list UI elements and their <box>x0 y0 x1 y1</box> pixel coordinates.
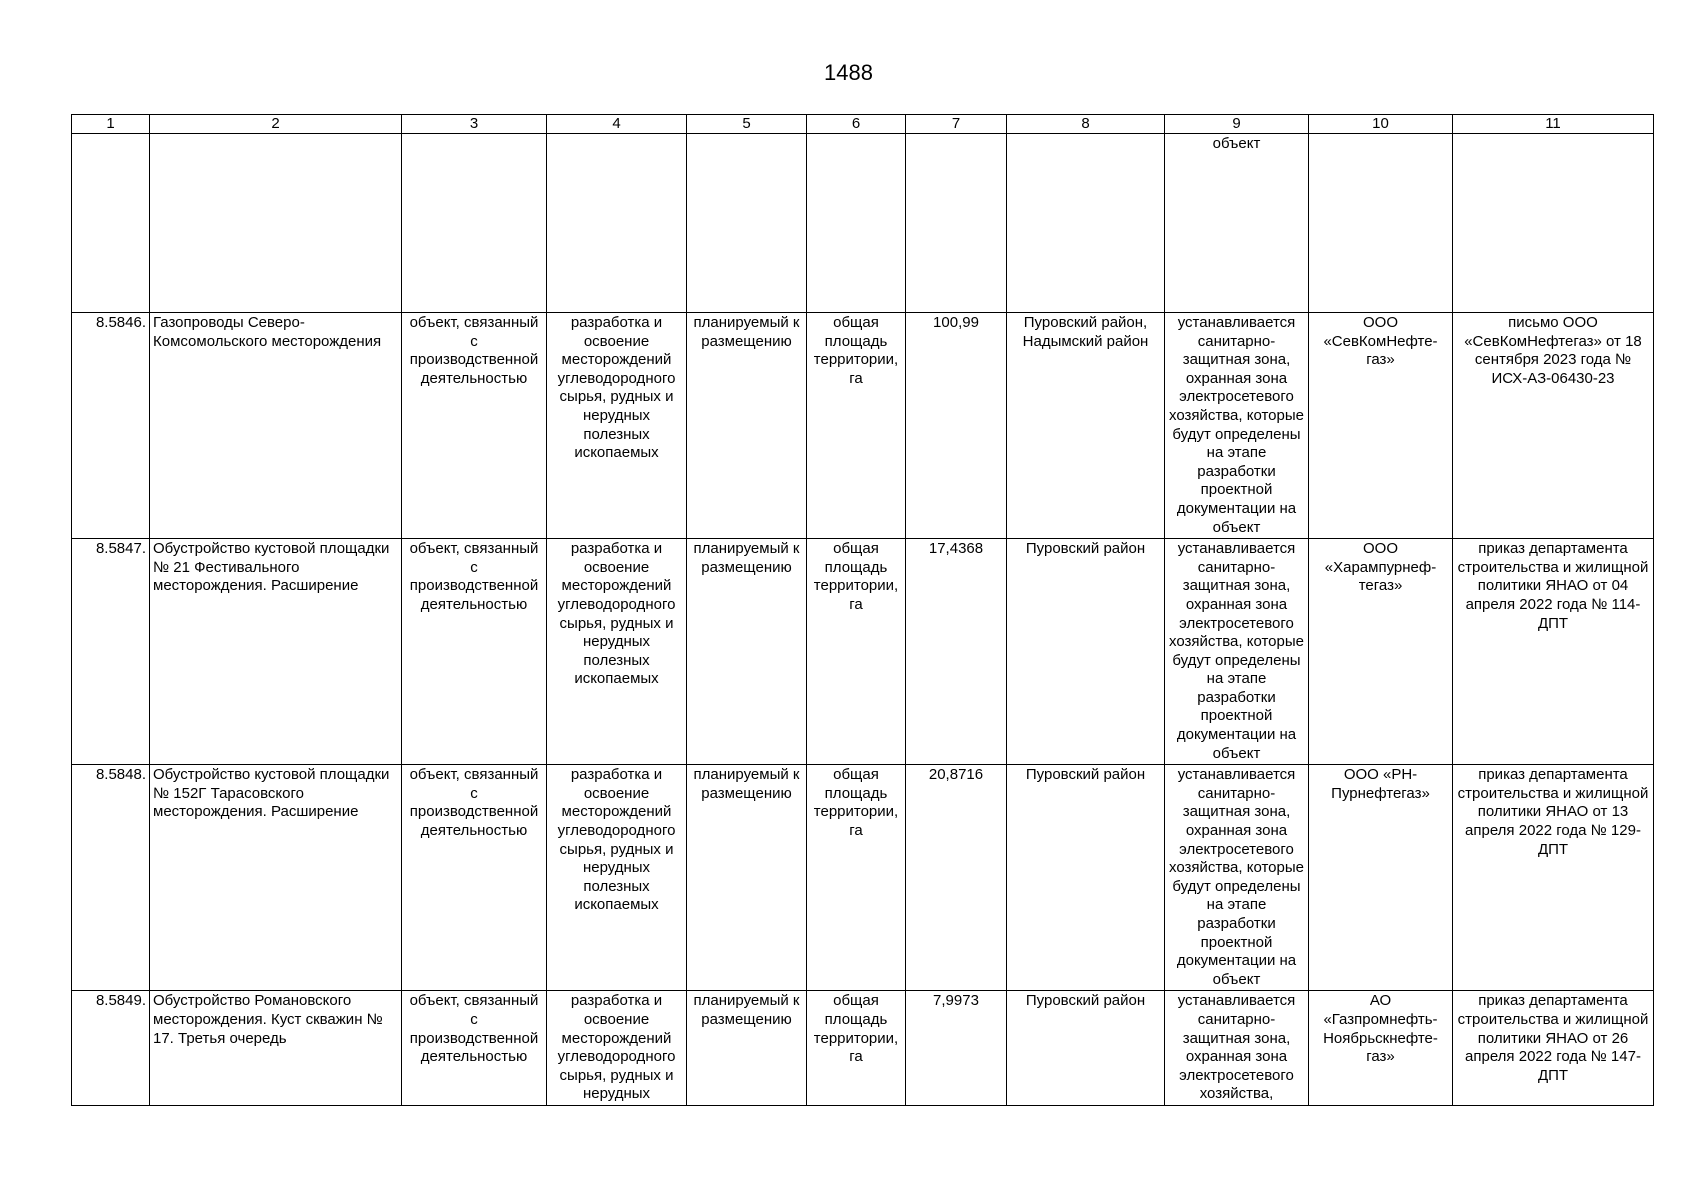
column-header: 3 <box>402 115 547 134</box>
owner-cell: ООО «Харампурнеф-тегаз» <box>1309 539 1453 765</box>
parameter-cell: общая площадь территории, га <box>807 765 906 991</box>
location-cell: Пуровский район <box>1007 765 1165 991</box>
basis-cell: приказ департамента строительства и жилищной политики ЯНАО от 04 апреля 2022 года № 114-ДПТ <box>1453 539 1654 765</box>
basis-cell: приказ департамента строительства и жилищной политики ЯНАО от 13 апреля 2022 года № 129-ДПТ <box>1453 765 1654 991</box>
table-row <box>72 765 1654 991</box>
basis-cell: приказ департамента строительства и жилищной политики ЯНАО от 26 апреля 2022 года № 147-ДПТ <box>1453 991 1654 1106</box>
value-cell: 20,8716 <box>906 765 1007 991</box>
table-row <box>72 313 1654 539</box>
parameter-cell: общая площадь территории, га <box>807 991 906 1106</box>
purpose-cell: разработка и освоение месторождений углеводородного сырья, рудных и нерудных полезных ископаемых <box>547 765 687 991</box>
status-cell: планируемый к размещению <box>687 991 807 1106</box>
object-name-cell: Обустройство Романовского месторождения. Куст скважин № 17. Третья очередь <box>150 991 402 1106</box>
table-row <box>72 991 1654 1106</box>
parameter-cell: общая площадь территории, га <box>807 313 906 539</box>
zone-cell: устанавливается санитарно-защитная зона, охранная зона электросетевого хозяйства, которые будут определены на этапе разработки проектной документации на объект <box>1165 765 1309 991</box>
column-header: 11 <box>1453 115 1654 134</box>
location-cell: Пуровский район, Надымский район <box>1007 313 1165 539</box>
zone-cell: объект <box>1165 134 1309 313</box>
zone-cell: устанавливается санитарно-защитная зона, охранная зона электросетевого хозяйства, которые будут определены на этапе разработки проектной документации на объект <box>1165 539 1309 765</box>
column-header: 4 <box>547 115 687 134</box>
object-type-cell: объект, связанный с производственной деятельностью <box>402 765 547 991</box>
owner-cell: ООО «СевКомНефте-газ» <box>1309 313 1453 539</box>
page-number: 1488 <box>824 60 873 85</box>
column-header: 6 <box>807 115 906 134</box>
object-type-cell: объект, связанный с производственной деятельностью <box>402 539 547 765</box>
status-cell: планируемый к размещению <box>687 765 807 991</box>
table-row <box>72 539 1654 765</box>
column-header: 1 <box>72 115 150 134</box>
basis-cell: письмо ООО «СевКомНефтегаз» от 18 сентября 2023 года № ИСХ-АЗ-06430-23 <box>1453 313 1654 539</box>
object-type-cell: объект, связанный с производственной деятельностью <box>402 313 547 539</box>
zone-cell: устанавливается санитарно-защитная зона, охранная зона электросетевого хозяйства, <box>1165 991 1309 1106</box>
value-cell: 7,9973 <box>906 991 1007 1106</box>
value-cell: 17,4368 <box>906 539 1007 765</box>
owner-cell: ООО «РН-Пурнефтегаз» <box>1309 765 1453 991</box>
column-header: 9 <box>1165 115 1309 134</box>
row-number-cell: 8.5848. <box>72 765 150 991</box>
registry-table <box>71 114 1654 1106</box>
status-cell: планируемый к размещению <box>687 313 807 539</box>
parameter-cell: общая площадь территории, га <box>807 539 906 765</box>
purpose-cell: разработка и освоение месторождений углеводородного сырья, рудных и нерудных полезных ископаемых <box>547 539 687 765</box>
row-number-cell: 8.5846. <box>72 313 150 539</box>
owner-cell: АО «Газпромнефть-Ноябрьскнефте-газ» <box>1309 991 1453 1106</box>
object-name-cell: Обустройство кустовой площадки № 152Г Тарасовского месторождения. Расширение <box>150 765 402 991</box>
location-cell: Пуровский район <box>1007 539 1165 765</box>
object-name-cell: Газопроводы Северо-Комсомольского месторождения <box>150 313 402 539</box>
row-number-cell: 8.5849. <box>72 991 150 1106</box>
column-number-row <box>72 115 1654 134</box>
purpose-cell: разработка и освоение месторождений углеводородного сырья, рудных и нерудных <box>547 991 687 1106</box>
location-cell: Пуровский район <box>1007 991 1165 1106</box>
column-header: 7 <box>906 115 1007 134</box>
column-header: 10 <box>1309 115 1453 134</box>
purpose-cell: разработка и освоение месторождений углеводородного сырья, рудных и нерудных полезных ископаемых <box>547 313 687 539</box>
column-header: 5 <box>687 115 807 134</box>
column-header: 8 <box>1007 115 1165 134</box>
object-type-cell: объект, связанный с производственной деятельностью <box>402 991 547 1106</box>
status-cell: планируемый к размещению <box>687 539 807 765</box>
column-header: 2 <box>150 115 402 134</box>
zone-cell: устанавливается санитарно-защитная зона, охранная зона электросетевого хозяйства, которые будут определены на этапе разработки проектной документации на объект <box>1165 313 1309 539</box>
continuation-row <box>72 134 1654 313</box>
row-number-cell: 8.5847. <box>72 539 150 765</box>
value-cell: 100,99 <box>906 313 1007 539</box>
object-name-cell: Обустройство кустовой площадки № 21 Фестивального месторождения. Расширение <box>150 539 402 765</box>
